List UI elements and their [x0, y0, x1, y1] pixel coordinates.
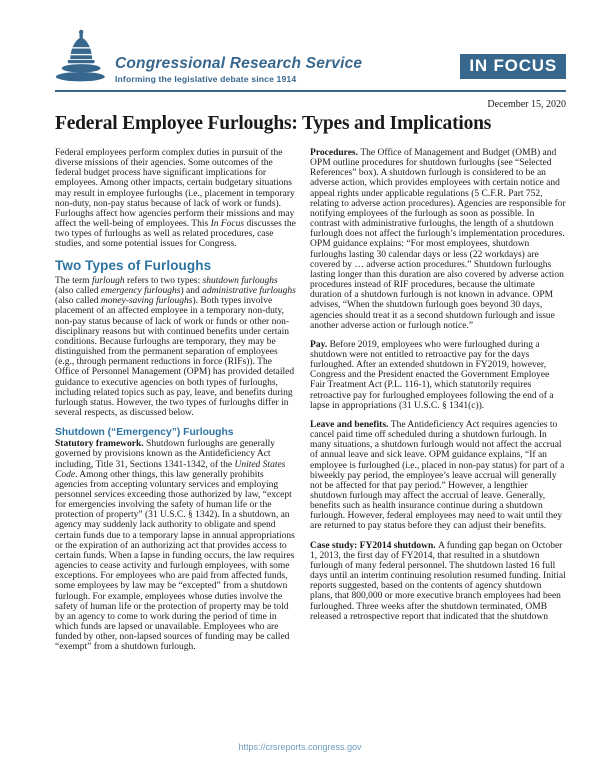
paragraph	[55, 276, 298, 418]
text-segment: In Focus	[210, 219, 245, 230]
section-heading: Two Types of Furloughs	[55, 257, 212, 273]
text-segment: Pay.	[310, 339, 330, 350]
logo-text	[115, 56, 362, 87]
text-segment: The term	[55, 276, 92, 286]
document-header	[55, 26, 566, 92]
crs-logo	[55, 28, 362, 86]
in-focus-badge: IN FOCUS	[460, 54, 566, 79]
text-segment: Leave and benefits.	[310, 419, 391, 430]
text-segment: ) and	[180, 286, 203, 297]
text-segment: (also called	[55, 286, 101, 297]
text-segment: money-saving furloughs	[100, 296, 193, 307]
text-segment: emergency furloughs	[100, 286, 181, 297]
body-columns	[55, 148, 566, 661]
logo-title: Congressional Research Service	[115, 54, 363, 72]
text-segment: administrative furloughs	[202, 286, 296, 297]
paragraph	[55, 148, 298, 250]
paragraph	[55, 439, 298, 652]
paragraph	[310, 148, 566, 331]
text-segment: ). Both types involve placement of an affected employee in a temporary non-duty, non-pay status because of lack of work or funds or other non-disciplinary reasons but with continued benefits under certain conditions. Because furloughs are temporary, they may be distinguished from the permanent separation of employees (e.g., through permanent reductions in force (RIFs)). The Office of Personnel Management (OPM) has provided detailed guidance to executive agencies on both types of furloughs, including related topics such as pay, leave, and benefits during furlough status. However, the two types of furloughs differ in several respects, as discussed below.	[55, 296, 295, 419]
text-segment: United States Code	[55, 459, 286, 480]
text-segment: refers to two types:	[124, 276, 203, 286]
crs-reports-link[interactable]: https://crsreports.congress.gov	[238, 742, 362, 752]
logo-tagline: Informing the legislative debate since 1914	[115, 74, 297, 84]
subsection-heading: Shutdown (“Emergency”) Furloughs	[55, 427, 234, 439]
text-segment: The Office of Management and Budget (OMB) and OPM outline procedures for shutdown furloughs (see “Selected References” box). A shutdown furlough is considered to be an adverse action, which provides employees with certain notice and appeal rights under applicable regulations (5 C.F.R. Part 752, relating to adverse action procedures). Agencies are responsible for notifying employees of the furlough as soon as possible. In contrast with administrative furloughs, the length of a shutdown furlough does not affect the furlough’s implementation procedures. OPM guidance explains: “For most employees, shutdown furloughs lasting 30 calendar days or less (22 workdays) are covered by … adverse action procedures.” Shutdown furloughs lasting longer than this duration are also covered by adverse action procedures instead of RIF procedures, because the ultimate duration of a shutdown furlough is not known in advance. OPM advises, “When the shutdown furlough goes beyond 30 days, agencies should treat it as a second shutdown furlough and issue another adverse action or furlough notice.”	[310, 148, 566, 331]
text-segment: . Among other things, this law generally prohibits agencies from accepting voluntary services and employing personnel services exceeding those authorized by law, “except for emergencies involving the safety of human life or the protection of property” (31 U.S.C. § 1342). In a shutdown, an agency may suddenly lack authority to obligate and spend certain funds due to a temporary lapse in annual appropriations or the expiration of an authorizing act that provides access to certain funds. When a lapse in funding occurs, the law requires agencies to cease activity and furlough employees, with some exceptions. For employees who are paid from affected funds, some employees by law may be “excepted” from a shutdown furlough. For example, employees whose duties involve the safety of human life or the protection of property may be told by an agency to come to work during the period of time in which funds are lapsed or unavailable. Employees who are funded by other, non-lapsed sources of funding may be called “exempt” from a shutdown furlough.	[55, 469, 295, 653]
text-segment: discusses the two types of furloughs as well as related procedures, case studies, and some potential issues for Congress.	[55, 219, 296, 250]
paragraph	[310, 420, 566, 532]
paragraph	[310, 340, 566, 411]
text-segment: Federal employees perform complex duties in pursuit of the diverse missions of their agencies. Some outcomes of the federal budget process have significant implications for employees. Among other impacts, certain budgetary situations may result in employee furloughs (i.e., placement in temporary non-duty, non-pay status because of lack of work or funds). Furloughs affect how agencies perform their missions and may affect the well-being of employees. This	[55, 148, 295, 230]
paragraph	[310, 541, 566, 622]
text-segment: (also called	[55, 296, 101, 307]
document-date: December 15, 2020	[487, 99, 566, 110]
page-title: Federal Employee Furloughs: Types and Implications	[55, 113, 492, 134]
text-segment: Case study: FY2014 shutdown.	[310, 540, 439, 551]
document-footer	[0, 742, 600, 752]
text-segment: A funding gap began on October 1, 2013, the first day of FY2014, that resulted in a shutdown furlough of many federal personnel. The shutdown lasted 16 full days until an interim continuing resolution resumed funding. Initial reports suggested, based on the contents of agency shutdown plans, that 800,000 or more executive branch employees had been furloughed. Three weeks after the shutdown terminated, OMB released a retrospective report that indicated that the shutdown	[310, 540, 566, 622]
text-segment: shutdown furloughs	[202, 276, 278, 286]
right-column	[310, 148, 566, 661]
text-segment: Shutdown furloughs are generally governed by provisions known as the Antideficiency Act including, Title 31, Sections 1341-1342, of the	[55, 439, 276, 470]
text-segment: Procedures.	[310, 148, 361, 158]
text-segment: furlough	[91, 276, 125, 286]
left-column	[55, 148, 298, 661]
text-segment: Statutory framework.	[55, 439, 147, 450]
text-segment: The Antideficiency Act requires agencies to cancel paid time off scheduled during a shutdown furlough. In many situations, a shutdown furlough would not affect the accrual of annual leave and sick leave. OPM guidance explains, “If an employee is furloughed (i.e., placed in non-pay status) for part of a biweekly pay period, the employee’s leave accrual will generally not be affected for that pay period.” However, a lengthier shutdown furlough may affect the accrual of leave. Generally, benefits such as health insurance continue during a shutdown furlough. However, federal employees may need to wait until they are returned to pay status before they can adjust their benefits.	[310, 419, 565, 532]
capitol-dome-icon	[55, 28, 109, 90]
text-segment: Before 2019, employees who were furloughed during a shutdown were not entitled to retroactive pay for the days furloughed. After an extended shutdown in FY2019, however, Congress and the President enacted the Government Employee Fair Treatment Act (P.L. 116-1), which statutorily requires retroactive pay for furloughed employees following the end of a lapse in appropriations (31 U.S.C. § 1341(c)).	[310, 339, 554, 411]
